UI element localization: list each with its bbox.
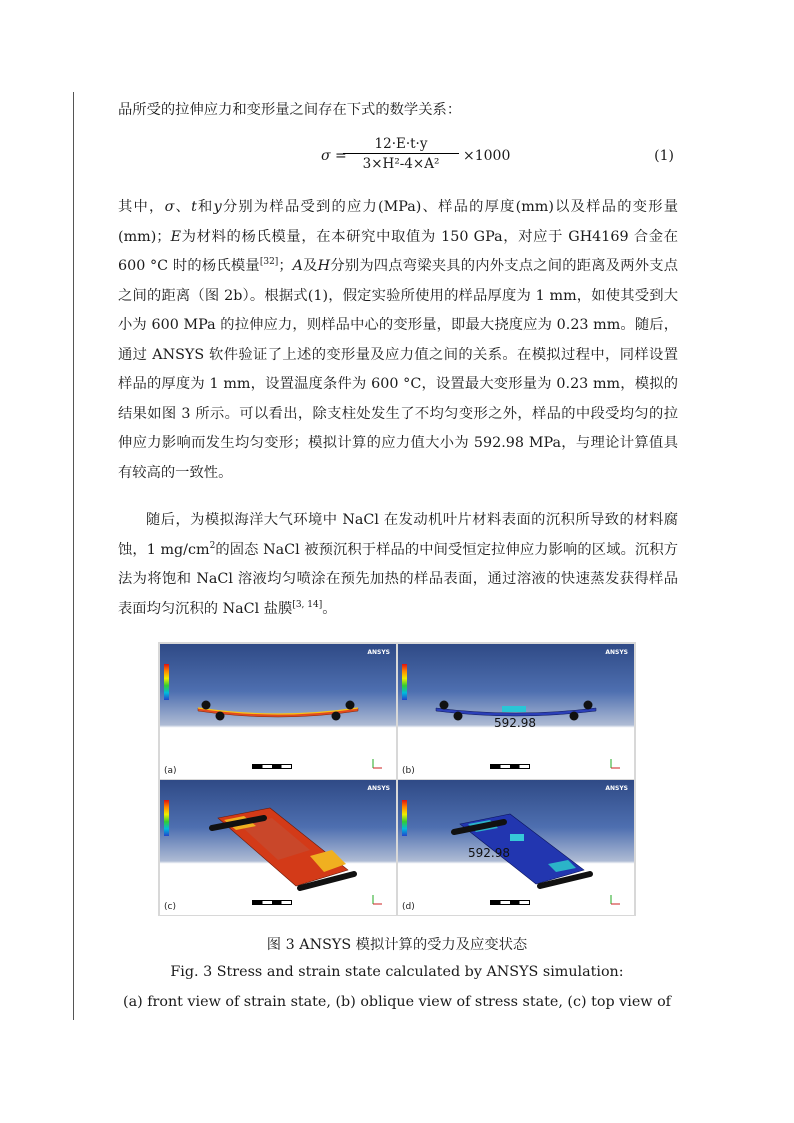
var-h: H	[317, 258, 331, 274]
scale-bar	[252, 900, 292, 905]
p2-text: 分别为样品受到的应力(MPa)、样品的厚度(mm)以及样品的变形量(mm)；	[118, 199, 679, 245]
figure-3	[158, 642, 636, 916]
citation-3-14[interactable]: [3, 14]	[292, 599, 323, 610]
equation-denominator: 3×H²-4×A²	[362, 156, 440, 172]
paragraph-2	[118, 193, 678, 488]
panel-a	[160, 644, 396, 779]
equation-number: (1)	[654, 148, 674, 164]
var-t: t	[191, 199, 197, 215]
p2-text: 分别为四点弯梁夹具的内外支点之间的距离及两外支点之间的距离（图 2b）。根据式(1)，假定实验所使用的样品厚度为 1 mm，如使其受到大小为 600 MPa 的拉伸应力，则样品中心的变形量，即最大挠度应为 0.23 mm。随后，通过 ANSYS 软件验证了上述的变形量及应力值之间的关系。在模拟过程中，同样设置样品的厚度为 1 mm，设置温度条件为 600 °C，设置最大变形量为 0.23 mm，模拟的结果如图 3 所示。可以看出，除支柱处发生了不均匀变形之外，样品的中段受均匀的拉伸应力影响而发生均匀变形；模拟计算的应力值大小为 592.98 MPa，与理论计算值具有较高的一致性。	[118, 258, 679, 481]
equation-fraction	[343, 136, 459, 172]
margin-rule	[73, 92, 74, 1020]
p2-text: 及	[302, 258, 318, 274]
figure-caption-cn: 图 3 ANSYS 模拟计算的受力及应变状态	[266, 937, 528, 953]
p2-text: 其中，	[118, 199, 165, 215]
panel-c	[160, 780, 396, 915]
ansys-logo: ANSYS	[367, 649, 390, 656]
scale-bar	[490, 764, 530, 769]
axis-triad-icon	[608, 893, 622, 907]
max-stress-value: 592.98	[468, 846, 510, 860]
axis-triad-icon	[370, 893, 384, 907]
panel-label: (d)	[402, 902, 415, 912]
panel-label: (a)	[164, 766, 177, 776]
figure-caption-en-line1: Fig. 3 Stress and strain state calculated by ANSYS simulation:	[170, 964, 624, 980]
p2-text: 、	[174, 199, 192, 215]
ansys-logo: ANSYS	[605, 649, 628, 656]
equation-lhs: σ =	[321, 148, 347, 164]
axis-triad-icon	[370, 757, 384, 771]
paragraph-1: 品所受的拉伸应力和变形量之间存在下式的数学关系：	[118, 102, 462, 118]
p3-text: 。	[322, 600, 337, 617]
stress-front-view	[398, 644, 634, 779]
equation-1	[118, 136, 678, 182]
equation-numerator: 12·E·t·y	[343, 136, 459, 154]
panel-d	[398, 780, 634, 915]
p2-text: 和	[196, 199, 214, 215]
p3-text: 随后，为模拟海洋大气环境中 NaCl 在发动机叶片材料表面的沉积所导致的材料腐蚀，1 mg/cm	[118, 512, 678, 558]
panel-b	[398, 644, 634, 779]
p2-text: ；	[278, 258, 293, 274]
figure-caption-en-line2: (a) front view of strain state, (b) oblique view of stress state, (c) top view of	[123, 994, 671, 1010]
p3-text: 的固态 NaCl 被预沉积于样品的中间受恒定拉伸应力影响的区域。沉积方法为将饱和 NaCl 溶液均匀喷涂在预先加热的样品表面，通过溶液的快速蒸发获得样品表面均匀沉积的 NaCl 盐膜	[118, 541, 678, 617]
panel-label: (c)	[164, 902, 176, 912]
paragraph-3	[118, 506, 678, 624]
panel-label: (b)	[402, 766, 415, 776]
p2-text: 为材料的杨氏模量，在本研究中取值为 150 GPa，对应于 GH4169 合金在 600 °C 时的杨氏模量	[118, 228, 678, 274]
citation-32[interactable]: [32]	[259, 257, 279, 268]
strain-front-view	[160, 644, 396, 779]
strain-top-view	[160, 780, 396, 915]
var-a: A	[292, 258, 303, 274]
ansys-logo: ANSYS	[367, 785, 390, 792]
var-e: E	[170, 228, 182, 245]
scale-bar	[490, 900, 530, 905]
stress-top-view	[398, 780, 634, 915]
equation-factor: ×1000	[463, 148, 511, 164]
ansys-logo: ANSYS	[605, 785, 628, 792]
var-y: y	[213, 199, 222, 215]
axis-triad-icon	[608, 757, 622, 771]
max-stress-value: 592.98	[494, 716, 536, 730]
superscript-2: 2	[209, 540, 216, 551]
scale-bar	[252, 764, 292, 769]
var-sigma: σ	[164, 199, 175, 215]
